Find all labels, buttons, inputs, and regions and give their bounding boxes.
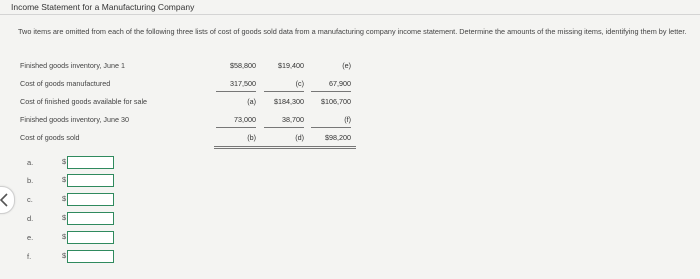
answer-letter-b: b. [27, 176, 34, 185]
row-label-cost-available-for-sale: Cost of finished goods available for sale [20, 97, 148, 106]
table-cell: (b) [247, 133, 256, 142]
table-cell: $58,800 [230, 61, 256, 70]
answer-input-e[interactable] [67, 231, 114, 244]
answer-input-b[interactable] [67, 174, 114, 187]
subtotal-rule [216, 91, 256, 92]
row-label-cost-of-goods-manufactured: Cost of goods manufactured [20, 79, 111, 88]
table-cell: 317,500 [230, 79, 256, 88]
dollar-sign: $ [62, 175, 67, 184]
table-cell: 73,000 [234, 115, 256, 124]
table-cell: $98,200 [325, 133, 351, 142]
table-cell: $184,300 [274, 97, 304, 106]
answer-letter-a: a. [27, 158, 34, 167]
answer-letter-c: c. [27, 195, 33, 204]
dollar-sign: $ [62, 194, 67, 203]
chevron-left-icon [0, 193, 9, 207]
answer-input-d[interactable] [67, 212, 114, 225]
subtotal-rule [264, 91, 304, 92]
page-title: Income Statement for a Manufacturing Company [11, 2, 195, 12]
total-rule [214, 146, 356, 147]
table-cell: (a) [247, 97, 256, 106]
instructions-text: Two items are omitted from each of the following three lists of cost of goods sold data from a manufacturing company income statement. Determine the amounts of the missing items, identifying them by letter. [18, 27, 687, 36]
answer-letter-f: f. [27, 252, 32, 261]
answer-input-c[interactable] [67, 193, 114, 206]
subtotal-rule [264, 127, 304, 128]
subtotal-rule [311, 127, 351, 128]
table-cell: (f) [344, 115, 351, 124]
answer-input-a[interactable] [67, 156, 114, 169]
subtotal-rule [311, 91, 351, 92]
row-label-finished-goods-june-1: Finished goods inventory, June 1 [20, 61, 125, 70]
answer-input-f[interactable] [67, 250, 114, 263]
dollar-sign: $ [62, 213, 67, 222]
dollar-sign: $ [62, 251, 67, 260]
subtotal-rule [216, 127, 256, 128]
table-cell: 67,900 [329, 79, 351, 88]
total-rule [214, 148, 356, 149]
title-divider [0, 14, 700, 15]
answer-letter-d: d. [27, 214, 34, 223]
previous-nav-button[interactable] [0, 186, 15, 214]
row-label-cost-of-goods-sold: Cost of goods sold [20, 133, 80, 142]
table-cell: 38,700 [282, 115, 304, 124]
table-cell: $19,400 [278, 61, 304, 70]
table-cell: (e) [342, 61, 351, 70]
table-cell: (c) [295, 79, 304, 88]
table-cell: $106,700 [321, 97, 351, 106]
answer-letter-e: e. [27, 233, 34, 242]
table-cell: (d) [295, 133, 304, 142]
row-label-finished-goods-june-30: Finished goods inventory, June 30 [20, 115, 129, 124]
dollar-sign: $ [62, 157, 67, 166]
dollar-sign: $ [62, 232, 67, 241]
